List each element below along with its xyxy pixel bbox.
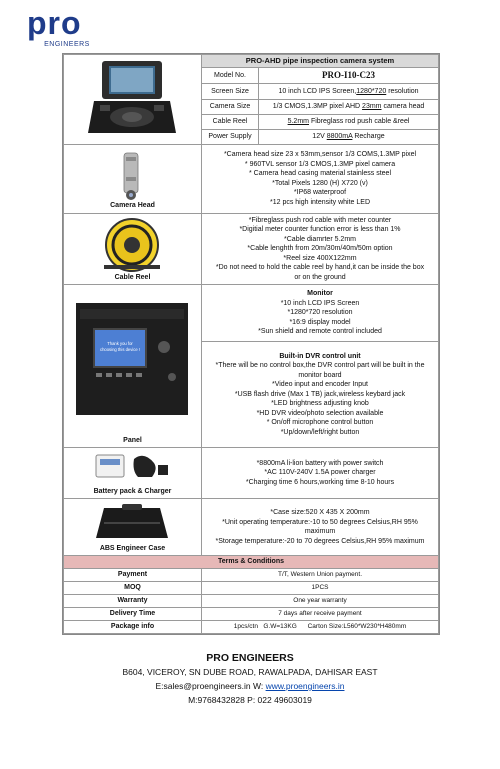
product-case-image	[64, 55, 201, 140]
logo-subtitle: ENGINEERS	[44, 41, 90, 48]
company-logo	[27, 8, 107, 48]
footer-email: E:sales@proengineers.in W:	[155, 681, 266, 691]
battery-desc: *8800mA li-lion battery with power switch *AC 110V-240V 1.5A power charger *Charging time 6 hours,working time 8-10 hours	[202, 448, 439, 499]
terms-value-moq: 1PCS	[202, 582, 439, 595]
footer-address: B604, VICEROY, SN DUBE ROAD, RAWALPADA, DAHISAR EAST	[122, 667, 378, 677]
model-value: PRO-I10-C23	[259, 68, 439, 84]
terms-key-package: Package info	[64, 621, 202, 634]
terms-key-delivery: Delivery Time	[64, 608, 202, 621]
footer-company: PRO ENGINEERS	[206, 652, 294, 664]
product-title: PRO-AHD pipe inspection camera system	[202, 55, 439, 68]
model-label: Model No.	[202, 68, 259, 84]
dvr-desc: Built-in DVR control unit *There will be no control box,the DVR control part will be built in the monitor board *Video input and encoder Input *USB flash drive (Max 1 TB) jack,wireless keybard jack *LED brightness adjusting knob *HD DVR video/photo selection available * On/off microphone control button *Up/down/left/right button	[202, 342, 439, 448]
footer-contact	[0, 681, 500, 691]
spec-key-screen: Screen Size	[202, 84, 259, 99]
terms-value-delivery: 7 days after receive payment	[202, 608, 439, 621]
panel-caption: Panel	[123, 436, 142, 444]
battery-cell	[64, 448, 202, 499]
cable-reel-desc: *Fibreglass push rod cable with meter counter *Digitial meter counter function error is less than 1% *Cable diamrter 5.2mm *Cable lenghth from 20m/30m/40m/50m option *Reel size 400X122mm *Do not need to hold the cable reel by hand,it can be inside the box or on the ground	[202, 213, 439, 285]
spec-value-camera: 1/3 CMOS,1.3MP pixel AHD 23mm camera head	[259, 99, 439, 114]
camera-head-caption: Camera Head	[110, 202, 155, 209]
panel-image	[64, 289, 201, 434]
terms-value-payment: T/T, Western Union payment.	[202, 569, 439, 582]
panel-screen-text-2: choosing this device !	[99, 347, 141, 352]
footer-phone: M:9768432828 P: 022 49603019	[188, 695, 312, 705]
spec-value-cable: 5.2mm Fibreglass rod push cable &reel	[259, 114, 439, 129]
website-link[interactable]: www.proengineers.in	[265, 681, 345, 691]
monitor-desc: Monitor *10 inch LCD IPS Screen *1280*720 resolution *16:9 display model *Sun shield and remote control included	[202, 285, 439, 342]
engineer-case-image	[64, 500, 201, 544]
cable-reel-cell	[64, 213, 202, 285]
terms-key-warranty: Warranty	[64, 595, 202, 608]
spec-key-cable: Cable Reel	[202, 114, 259, 129]
case-desc: *Case size:520 X 435 X 200mm *Unit operating temperature:-10 to 50 degrees Celsius,RH 95% maximum *Storage temperature:-20 to 70 degrees Celsius,RH 95% maximum	[202, 499, 439, 556]
panel-screen-text-1: Thank you for	[107, 341, 133, 346]
spec-key-camera: Camera Size	[202, 99, 259, 114]
panel-cell	[64, 285, 202, 448]
terms-value-package: 1pcs/ctn G.W=13KG Carton Size:L560*W230*H480mm	[202, 621, 439, 634]
logo-wordmark: pro	[27, 8, 82, 41]
cable-reel-image	[64, 215, 201, 273]
spec-key-power: Power Supply	[202, 130, 259, 144]
battery-caption: Battery pack & Charger	[93, 487, 172, 495]
cable-reel-caption: Cable Reel	[114, 273, 151, 281]
spec-sheet	[62, 53, 440, 635]
camera-head-desc: *Camera head size 23 x 53mm,sensor 1/3 COMS,1.3MP pixel * 960TVL sensor 1/3 CMOS,1.3MP pixel camera * Camera head casing material stainless steel *Total Pixels 1280 (H) X720 (v) *IP68 waterproof *12 pcs high intensity white LED	[202, 144, 439, 213]
terms-title: Terms & Conditions	[64, 556, 439, 569]
case-caption: ABS Engineer Case	[99, 544, 166, 552]
terms-key-payment: Payment	[64, 569, 202, 582]
battery-image	[64, 449, 201, 487]
camera-head-image	[64, 147, 201, 203]
product-image-cell	[64, 55, 202, 145]
case-cell	[64, 499, 202, 556]
terms-key-moq: MOQ	[64, 582, 202, 595]
camera-head-cell	[64, 144, 202, 213]
terms-value-warranty: One year warranty	[202, 595, 439, 608]
spec-value-screen: 10 inch LCD IPS Screen,1280*720 resolution	[259, 84, 439, 99]
spec-value-power: 12V 8800mA Recharge	[259, 130, 439, 144]
